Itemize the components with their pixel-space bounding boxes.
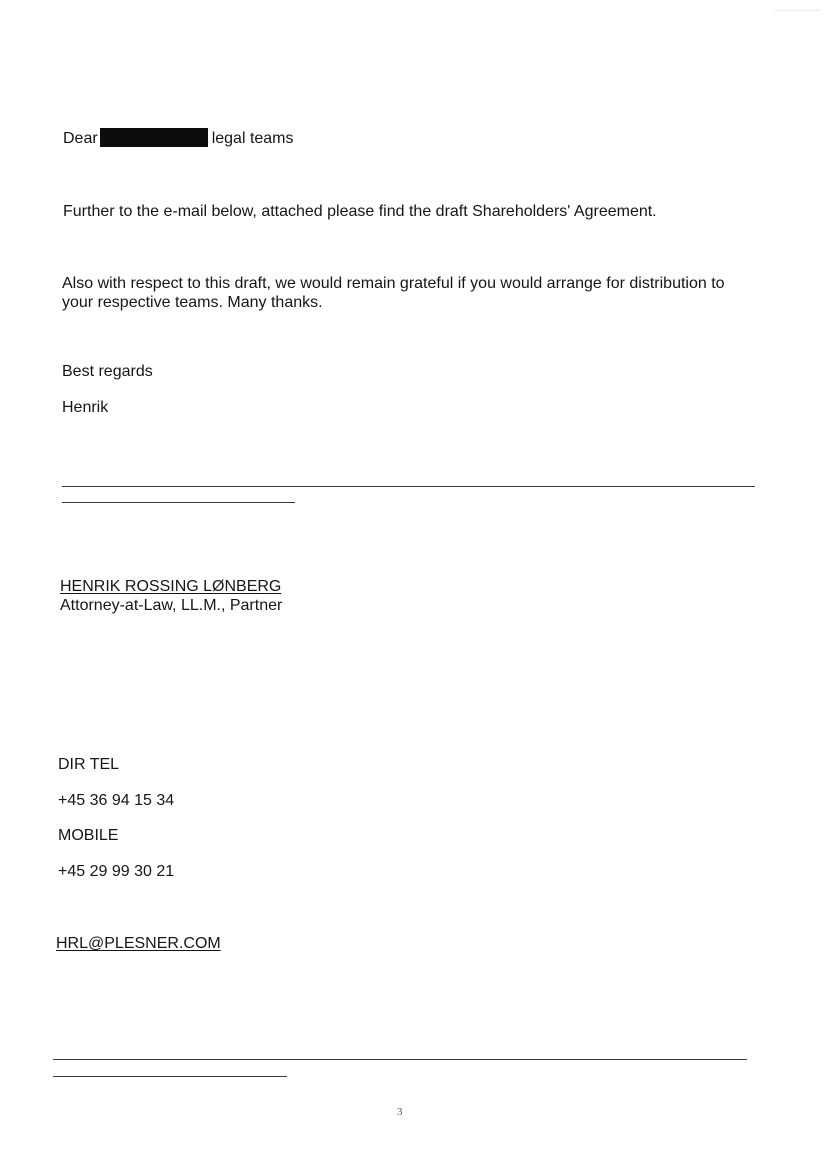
redaction-bar bbox=[100, 128, 208, 147]
footer-separator-short bbox=[53, 1076, 287, 1077]
dir-tel-label: DIR TEL bbox=[58, 756, 120, 773]
greeting-prefix: Dear bbox=[63, 130, 98, 147]
mobile-label: MOBILE bbox=[58, 827, 119, 844]
email-link[interactable]: HRL@PLESNER.COM bbox=[56, 935, 221, 952]
page-number: 3 bbox=[397, 1106, 403, 1118]
body-paragraph-2: Also with respect to this draft, we would remain grateful if you would arrange for distribution to your respective teams. Many thanks. bbox=[62, 275, 725, 311]
greeting bbox=[63, 128, 294, 148]
footer-separator-long bbox=[53, 1059, 747, 1060]
scan-mark bbox=[774, 10, 820, 11]
closing: Best regards bbox=[62, 363, 153, 380]
mobile-value: +45 29 99 30 21 bbox=[58, 863, 175, 880]
sender-first-name: Henrik bbox=[62, 399, 109, 416]
dir-tel-value: +45 36 94 15 34 bbox=[58, 792, 175, 809]
greeting-suffix: legal teams bbox=[211, 130, 294, 147]
signature-title: Attorney-at-Law, LL.M., Partner bbox=[60, 597, 283, 614]
separator-short bbox=[62, 502, 295, 503]
signature-name: HENRIK ROSSING LØNBERG bbox=[60, 578, 282, 595]
separator-long bbox=[62, 486, 755, 487]
body-paragraph-1: Further to the e-mail below, attached please find the draft Shareholders' Agreement. bbox=[63, 203, 657, 220]
